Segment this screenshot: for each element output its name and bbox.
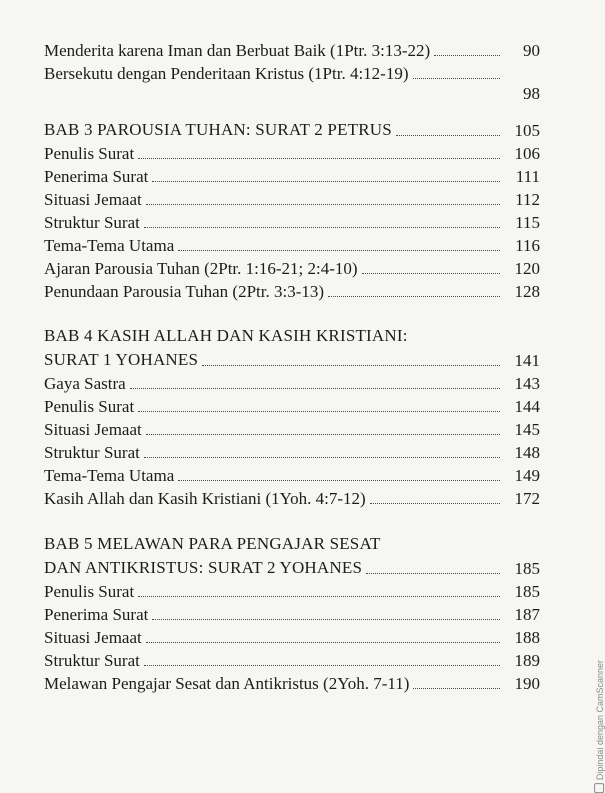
chapter-page: 105 bbox=[514, 121, 540, 140]
chapter-heading-bab-5[interactable] bbox=[44, 555, 540, 579]
toc-entry-page: 143 bbox=[514, 374, 540, 393]
dot-leader bbox=[370, 503, 500, 504]
toc-entry-page: 172 bbox=[514, 489, 540, 508]
toc-entry-page: 189 bbox=[514, 651, 540, 670]
toc-entry-page: 148 bbox=[514, 443, 540, 462]
dot-leader bbox=[413, 78, 501, 79]
toc-entry-page: 187 bbox=[514, 605, 540, 624]
toc-entry-title: Situasi Jemaat bbox=[44, 420, 142, 439]
toc-entry[interactable] bbox=[44, 210, 540, 233]
toc-entry-title: Penerima Surat bbox=[44, 605, 149, 624]
toc-entry-title: Tema-Tema Utama bbox=[44, 466, 175, 485]
toc-entry-title: Bersekutu dengan Penderitaan Kristus (1Ptr. 4:12-19) bbox=[44, 64, 409, 83]
watermark-text: Dipindai dengan CamScanner bbox=[595, 660, 605, 781]
toc-entry[interactable] bbox=[44, 394, 540, 417]
toc-entry-title: Kasih Allah dan Kasih Kristiani (1Yoh. 4:7-12) bbox=[44, 489, 366, 508]
dot-leader bbox=[152, 181, 500, 182]
toc-entry[interactable] bbox=[44, 279, 540, 302]
toc-entry-page: 111 bbox=[515, 167, 540, 186]
toc-entry-title: Penulis Surat bbox=[44, 397, 135, 416]
chapter-heading-bab-4[interactable] bbox=[44, 347, 540, 371]
toc-entry-title: Situasi Jemaat bbox=[44, 628, 142, 647]
toc-entry[interactable] bbox=[44, 187, 540, 210]
chapter-page: 185 bbox=[514, 559, 540, 578]
chapter-title: DAN ANTIKRISTUS: SURAT 2 YOHANES bbox=[44, 558, 363, 577]
toc-entry[interactable] bbox=[44, 164, 540, 187]
toc-entry[interactable] bbox=[44, 486, 540, 509]
toc-entry[interactable] bbox=[44, 233, 540, 256]
toc-entry-page: 115 bbox=[515, 213, 540, 232]
dot-leader bbox=[413, 688, 500, 689]
toc-entry-title: Melawan Pengajar Sesat dan Antikristus (2Yoh. 7-11) bbox=[44, 674, 410, 693]
toc-entry-page: 144 bbox=[514, 397, 540, 416]
toc-entry-title: Tema-Tema Utama bbox=[44, 236, 175, 255]
toc-entry[interactable] bbox=[44, 440, 540, 463]
dot-leader bbox=[144, 457, 500, 458]
scanner-watermark bbox=[594, 660, 605, 793]
toc-entry-title: Penerima Surat bbox=[44, 167, 149, 186]
toc-entry-title: Struktur Surat bbox=[44, 651, 140, 670]
toc-entry-page: 116 bbox=[515, 236, 540, 255]
chapter-heading-bab-5-line-1: BAB 5 MELAWAN PARA PENGAJAR SESAT bbox=[44, 534, 381, 553]
dot-leader bbox=[146, 434, 500, 435]
dot-leader bbox=[138, 158, 500, 159]
toc-entry-title: Struktur Surat bbox=[44, 213, 140, 232]
chapter-heading-bab-4-line-1: BAB 4 KASIH ALLAH DAN KASIH KRISTIANI: bbox=[44, 326, 408, 345]
toc-entry[interactable] bbox=[44, 602, 540, 625]
dot-leader bbox=[366, 573, 500, 574]
dot-leader bbox=[146, 204, 500, 205]
toc-entry[interactable] bbox=[44, 671, 540, 694]
camscanner-icon bbox=[594, 783, 604, 793]
toc-entry-page: 145 bbox=[514, 420, 540, 439]
toc-entry[interactable] bbox=[44, 141, 540, 164]
dot-leader bbox=[138, 596, 500, 597]
dot-leader bbox=[434, 55, 500, 56]
toc-entry[interactable] bbox=[44, 579, 540, 602]
toc-entry[interactable] bbox=[44, 38, 540, 61]
toc-entry-title: Situasi Jemaat bbox=[44, 190, 142, 209]
chapter-title: BAB 3 PAROUSIA TUHAN: SURAT 2 PETRUS bbox=[44, 120, 392, 139]
dot-leader bbox=[138, 411, 500, 412]
toc-entry-page: 128 bbox=[514, 282, 540, 301]
dot-leader bbox=[130, 388, 500, 389]
dot-leader bbox=[328, 296, 500, 297]
toc-entry-title: Struktur Surat bbox=[44, 443, 140, 462]
table-of-contents bbox=[44, 38, 540, 694]
toc-entry[interactable] bbox=[44, 417, 540, 440]
toc-entry[interactable] bbox=[44, 256, 540, 279]
toc-entry-title: Penundaan Parousia Tuhan (2Ptr. 3:3-13) bbox=[44, 282, 325, 301]
dot-leader bbox=[146, 642, 500, 643]
toc-entry-title: Gaya Sastra bbox=[44, 374, 126, 393]
toc-entry-page: 188 bbox=[514, 628, 540, 647]
toc-entry-page: 112 bbox=[515, 190, 540, 209]
dot-leader bbox=[362, 273, 500, 274]
toc-entry-page: 190 bbox=[514, 674, 540, 693]
toc-entry-page: 149 bbox=[514, 466, 540, 485]
toc-entry-title: Penulis Surat bbox=[44, 144, 135, 163]
toc-entry-page: 90 bbox=[523, 41, 540, 60]
chapter-page: 141 bbox=[514, 351, 540, 370]
toc-entry-page: 120 bbox=[514, 259, 540, 278]
toc-entry[interactable] bbox=[44, 61, 540, 84]
toc-entry-title: Menderita karena Iman dan Berbuat Baik (1Ptr. 3:13-22) bbox=[44, 41, 431, 60]
chapter-title: SURAT 1 YOHANES bbox=[44, 350, 199, 369]
toc-entry[interactable] bbox=[44, 648, 540, 671]
dot-leader bbox=[202, 365, 500, 366]
toc-orphan-page-number: 98 bbox=[523, 84, 540, 103]
dot-leader bbox=[178, 250, 500, 251]
dot-leader bbox=[178, 480, 500, 481]
dot-leader bbox=[152, 619, 500, 620]
toc-entry[interactable] bbox=[44, 625, 540, 648]
toc-entry-page: 106 bbox=[514, 144, 540, 163]
chapter-heading-bab-3[interactable] bbox=[44, 117, 540, 141]
dot-leader bbox=[144, 227, 500, 228]
toc-entry-title: Penulis Surat bbox=[44, 582, 135, 601]
toc-entry-page: 185 bbox=[514, 582, 540, 601]
dot-leader bbox=[144, 665, 500, 666]
toc-entry[interactable] bbox=[44, 463, 540, 486]
dot-leader bbox=[396, 135, 500, 136]
toc-entry[interactable] bbox=[44, 371, 540, 394]
toc-entry-title: Ajaran Parousia Tuhan (2Ptr. 1:16-21; 2:4-10) bbox=[44, 259, 358, 278]
